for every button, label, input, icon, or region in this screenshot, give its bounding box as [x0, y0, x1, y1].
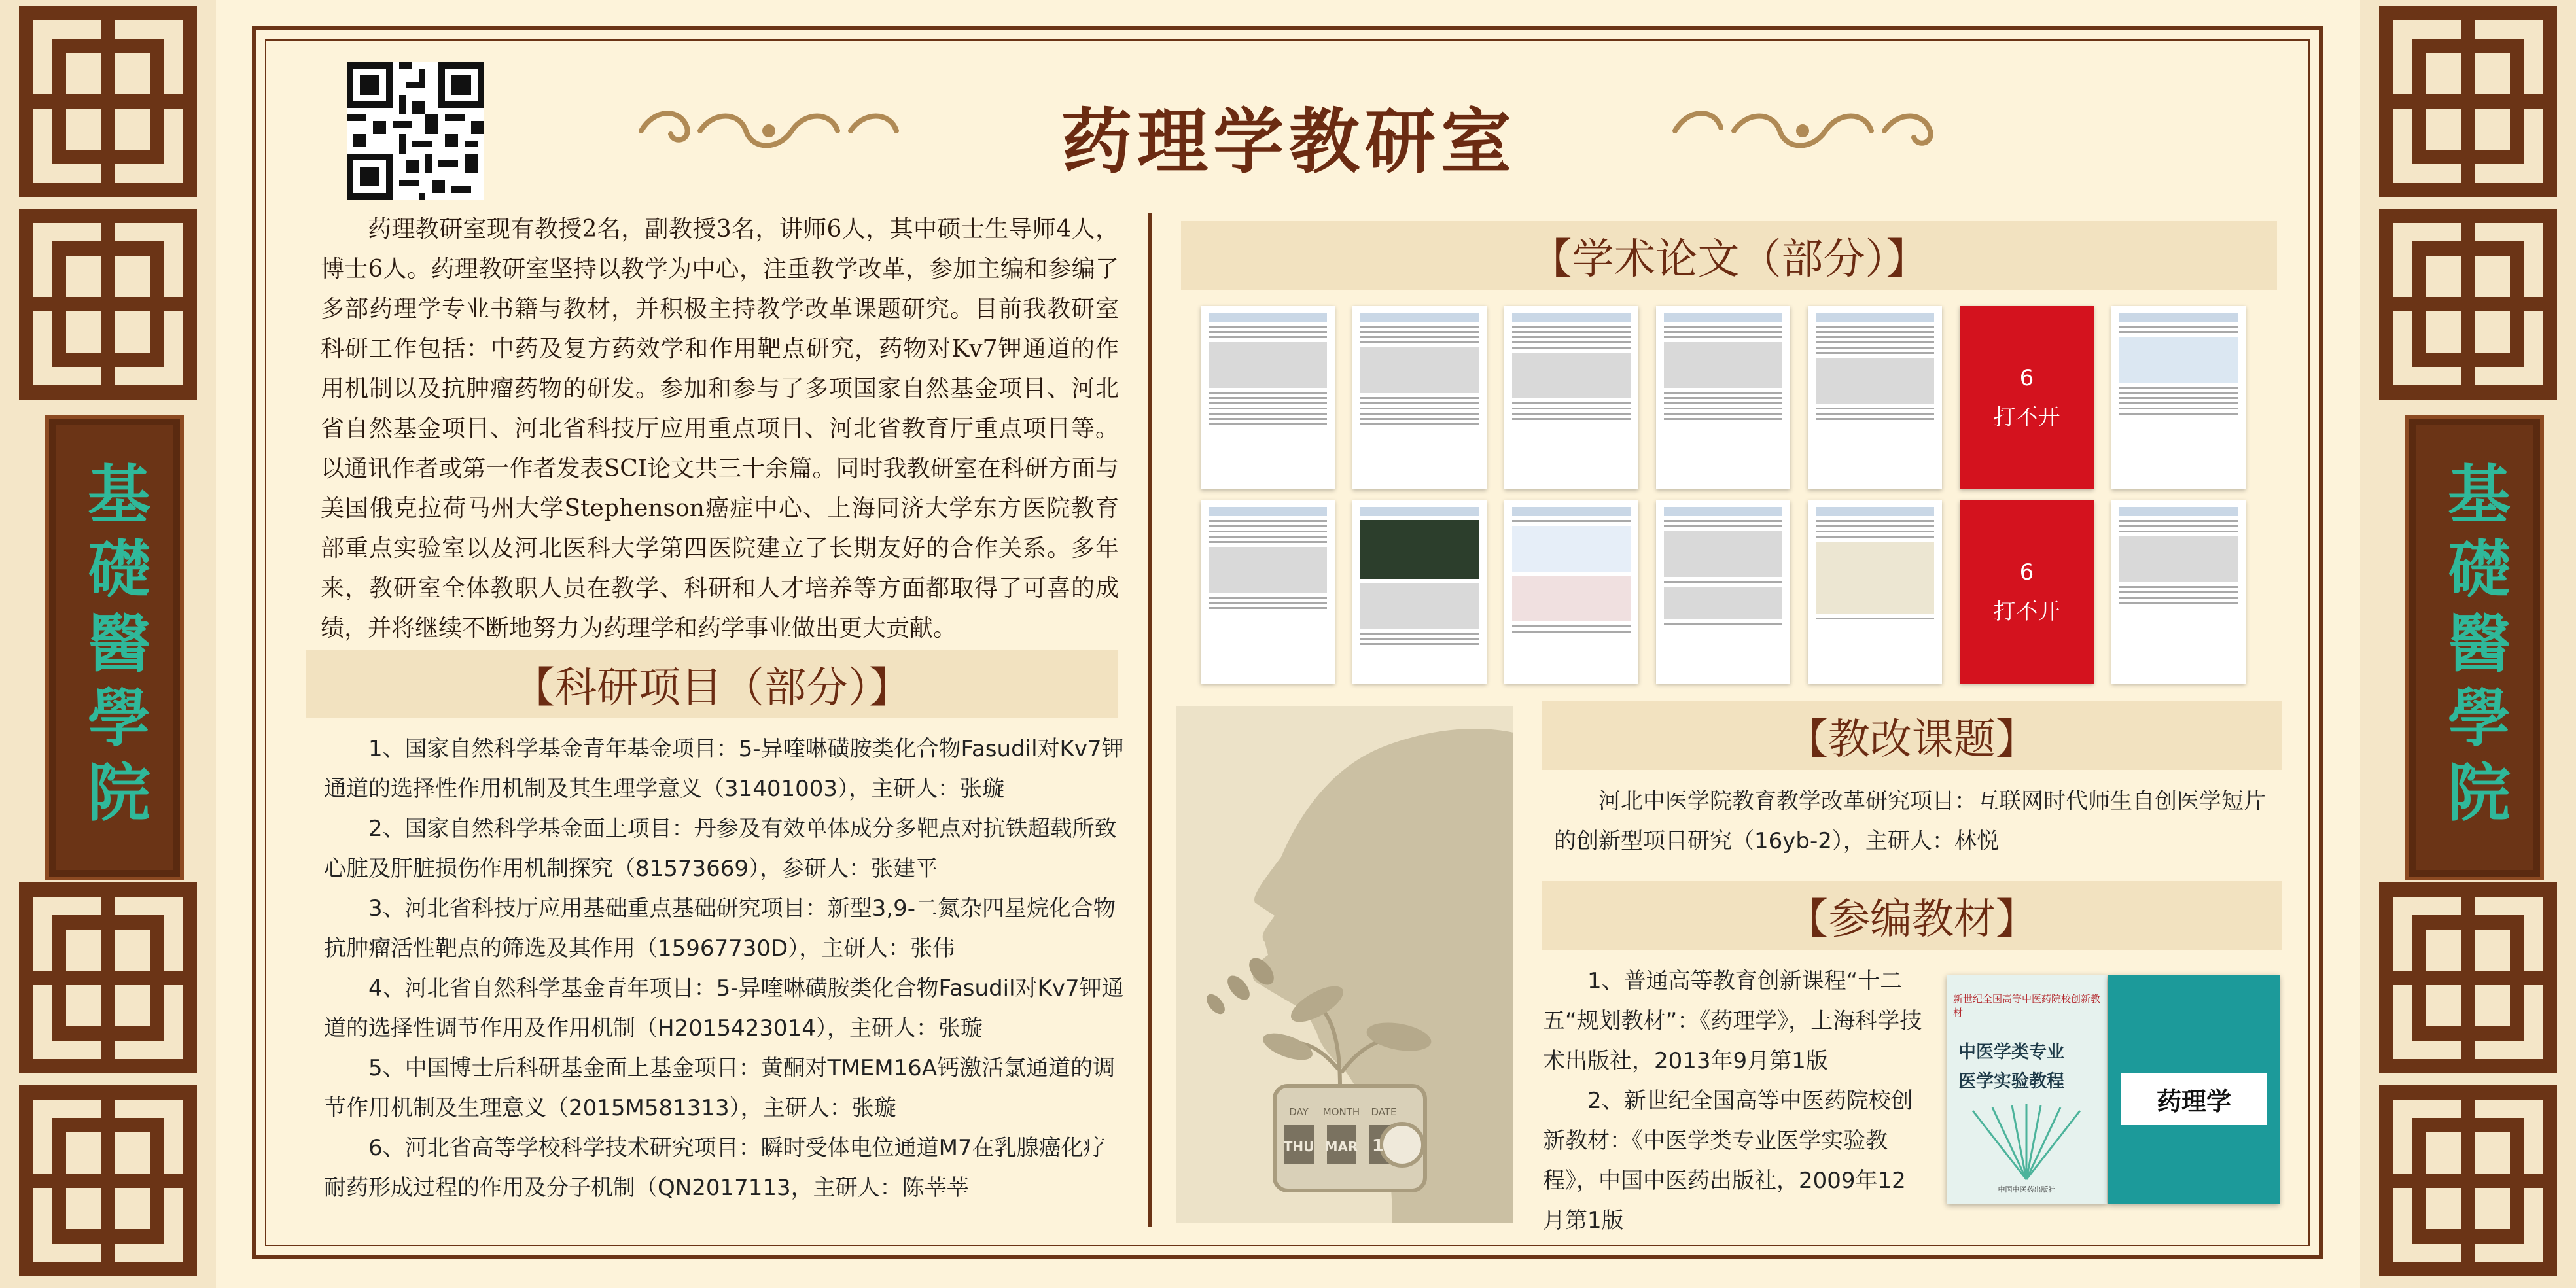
calendar-day-label: DAY [1289, 1106, 1309, 1118]
side-label-left: 基礎醫學院 [77, 461, 152, 834]
lattice-pattern-top-left [13, 0, 203, 406]
book2-title: 药理学 [2121, 1073, 2267, 1125]
reform-block [1554, 782, 2280, 862]
section-header-textbooks [1542, 881, 2282, 950]
book1-fan-graphic-icon [1947, 1104, 2107, 1183]
head-profile-icon [1176, 706, 1513, 1223]
project-item: 3、河北省科技厅应用基础重点基础研究项目：新型3,9-二氮杂四星烷化合物抗肿瘤活性靶点的筛选及其作用（15967730D），主研人：张伟 [324, 896, 1116, 962]
page-title: 药理学教研室 [1061, 101, 1517, 183]
textbook-item: 2、新世纪全国高等中医药院校创新教材：《中医学类专业医学实验教程》，中国中医药出版社，2009年12月第1版 [1543, 1088, 1913, 1234]
error-text: 打不开 [1993, 599, 2060, 625]
calendar-month: MAR [1324, 1139, 1358, 1155]
section-title-reform: 【教改课题】 [1786, 715, 2038, 764]
book1-title-line2: 医学实验教程 [1958, 1071, 2064, 1092]
calendar-date: 15 [1371, 1136, 1396, 1156]
paper-load-error[interactable] [1960, 500, 2094, 684]
paper-thumbnail[interactable] [1352, 500, 1487, 684]
profile-illustration [1176, 706, 1513, 1223]
paper-thumbnail[interactable] [1201, 500, 1335, 684]
paper-thumbnail[interactable] [1504, 500, 1638, 684]
section-title-textbooks: 【参编教材】 [1786, 895, 2038, 944]
calendar-date-label: DATE [1371, 1106, 1397, 1118]
paper-thumbnail[interactable] [1808, 306, 1942, 489]
qr-code-icon [347, 62, 484, 200]
section-header-papers [1181, 221, 2277, 290]
side-plaque-left [49, 419, 180, 877]
textbook-list [1543, 962, 1922, 1241]
book1-series: 新世纪全国高等中医药院校创新教材 [1953, 993, 2101, 1018]
textbook-item: 1、普通高等教育创新课程“十二五“规划教材”：《药理学》，上海科学技术出版社，2013年9月第1版 [1543, 968, 1922, 1074]
book-cover-experiment [1947, 975, 2107, 1204]
book-cover-pharmacology [2108, 975, 2280, 1204]
lattice-pattern-top-right [2373, 0, 2563, 406]
side-plaque-right [2409, 419, 2540, 877]
paper-thumbnail[interactable] [1504, 306, 1638, 489]
lattice-pattern-bottom-left [13, 877, 203, 1282]
side-label-right: 基礎醫學院 [2437, 461, 2512, 834]
error-code: 6 [2019, 365, 2034, 391]
paper-thumbnail[interactable] [2111, 306, 2246, 489]
column-divider [1148, 213, 1152, 1227]
paper-thumbnail[interactable] [1201, 306, 1335, 489]
paper-thumbnail[interactable] [2111, 500, 2246, 684]
right-decor-panel [2360, 0, 2576, 1288]
ornament-left-icon [628, 105, 909, 157]
section-header-research [306, 650, 1118, 718]
error-code: 6 [2019, 559, 2034, 585]
left-decor-panel [0, 0, 216, 1288]
paper-thumbnail[interactable] [1808, 500, 1942, 684]
ornament-right-icon [1662, 105, 1943, 157]
error-text: 打不开 [1993, 404, 2060, 430]
intro-paragraph: 药理教研室现有教授2名，副教授3名，讲师6人，其中硕士生导师4人，博士6人。药理教研室坚持以教学为中心，注重教学改革，参加主编和参编了多部药理学专业书籍与教材，并积极主持教学改革课题研究。目前我教研室科研工作包括：中药及复方药效学和作用靶点研究，药物对Kv7钾通道的作用机制以及抗肿瘤药物的研发。参加和参与了多项国家自然基金项目、河北省自然基金项目、河北省科技厅应用重点项目、河北省教育厅重点项目等。以通讯作者或第一作者发表SCI论文共三十余篇。同时我教研室在科研方面与美国俄克拉荷马州大学Stephenson癌症中心、上海同济大学东方医院教育部重点实验室以及河北医科大学第四医院建立了长期友好的合作关系。多年来，教研室全体教职人员在教学、科研和人才培养等方面都取得了可喜的成绩，并将继续不断地努力为药理学和药学事业做出更大贡献。 [321, 216, 1119, 642]
lattice-pattern-bottom-right [2373, 877, 2563, 1282]
paper-thumbnail[interactable] [1352, 306, 1487, 489]
calendar-day: THU [1283, 1139, 1314, 1155]
section-title-papers: 【学术论文（部分）】 [1530, 235, 1928, 284]
paper-gallery [1201, 301, 2251, 684]
paper-thumbnail[interactable] [1656, 306, 1790, 489]
project-item: 6、河北省高等学校科学技术研究项目：瞬时受体电位通道M7在乳腺癌化疗耐药形成过程的作用及分子机制（QN2017113，主研人：陈莘莘 [324, 1135, 1106, 1201]
book1-title-line1: 中医学类专业 [1958, 1042, 2064, 1062]
calendar-month-label: MONTH [1322, 1106, 1360, 1118]
project-item: 4、河北省自然科学基金青年项目：5-异喹啉磺胺类化合物Fasudil对Kv7钾通道的选择性调节作用及作用机制（H2015423014），主研人：张璇 [324, 975, 1124, 1041]
section-header-reform [1542, 701, 2282, 770]
project-item: 2、国家自然科学基金面上项目：丹参及有效单体成分多靶点对抗铁超载所致心脏及肝脏损伤作用机制探究（81573669），参研人：张建平 [324, 816, 1117, 882]
reform-text: 河北中医学院教育教学改革研究项目：互联网时代师生自创医学短片的创新型项目研究（16yb-2），主研人：林悦 [1554, 788, 2266, 854]
project-item: 5、中国博士后科研基金面上基金项目：黄酮对TMEM16A钙激活氯通道的调节作用机制及生理意义（2015M581313），主研人：张璇 [324, 1055, 1116, 1121]
paper-load-error[interactable] [1960, 306, 2094, 489]
paper-thumbnail[interactable] [1656, 500, 1790, 684]
project-item: 1、国家自然科学基金青年基金项目：5-异喹啉磺胺类化合物Fasudil对Kv7钾通道的选择性作用机制及其生理学意义（31401003），主研人：张璇 [324, 736, 1124, 802]
project-list [324, 729, 1125, 1208]
section-title-research: 【科研项目（部分）】 [513, 663, 911, 712]
book1-publisher: 中国中医药出版社 [1998, 1185, 2056, 1194]
